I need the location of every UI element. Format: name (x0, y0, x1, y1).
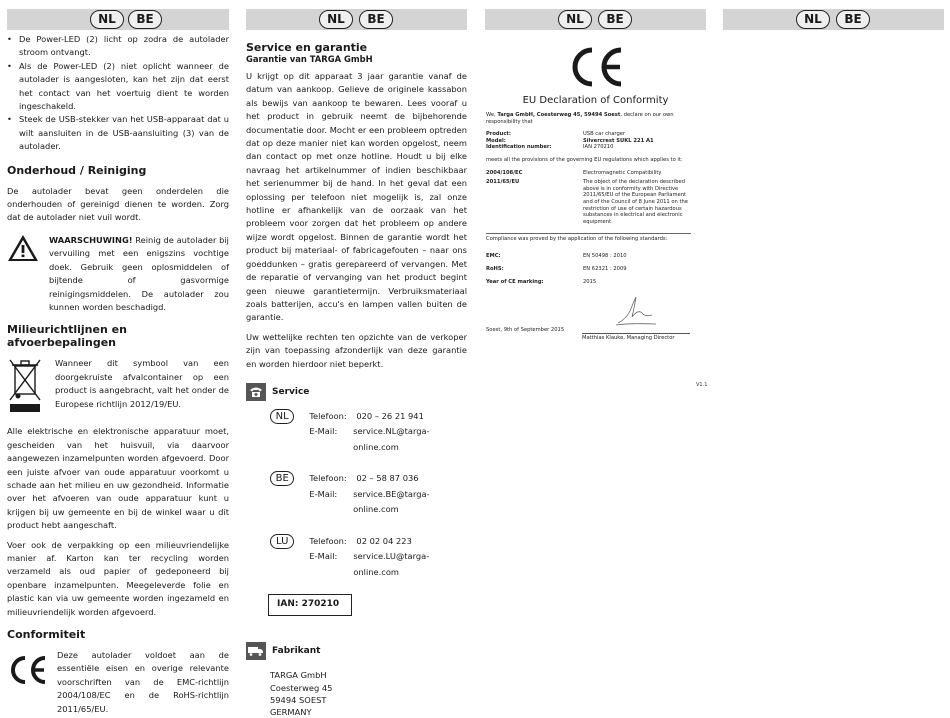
place-date: Soest, 9th of September 2015 (486, 326, 565, 333)
lang-pill-be: BE (128, 10, 162, 29)
declaration-intro: We, Targa GmbH, Coesterweg 45, 59494 Soest, declare on our own responsibility that (486, 112, 674, 125)
email-label: E-Mail: (309, 551, 338, 562)
environment-heading: Milieurichtlijnen en afvoerbepalingen (7, 323, 127, 350)
divider (486, 233, 691, 234)
lang-pill-nl: NL (796, 10, 830, 29)
guarantee-text: U krijgt op dit apparaat 3 jaar garantie vanaf de datum van aankoop. Gelieve de originele kassabon als bewijs van aankoop te bewaren. Lees vooraf u het product in gebruik neemt de bijbehorende documentatie door. Mocht er een probleem optreden dat op deze manier niet kan worden opgelost, neem dan contact op met onze hotline. Houdt u bij elke navraag het artikelnummer of indien beschikbaar het serienummer bij de hand. In het geval dat een oplossing per telefoon niet mogelijk is, zal onze hotline er afhankelijk van de oorzaak van het probleem voor zorgen dat het probleem op andere wijze wordt opgelost. Binnen de garantie wordt het product bij materiaal- of fabricagefouten – naar ons goeddunken – gratis gerepareerd of vervangen. Met de reparatie of vervanging van het product begint geen nieuwe garantietermijn. Verbruiksmateriaal zoals batterijen, accu's en lampen vallen buiten de garantie. (246, 71, 467, 323)
email-address[interactable]: service.NL@targa-online.com (353, 426, 430, 452)
meets-text: meets all the provisions of the governing EU regulations which applies to it: (486, 156, 683, 163)
model-row: Model: Silvercrest SUKL 221 A1 (486, 137, 654, 144)
email-address[interactable]: service.LU@targa-online.com (353, 551, 430, 577)
instruction-item: • Als de Power-LED (2) niet oplicht wanneer de autolader is aangesloten, kan het zijn dat eerst het contact van het voertuig dient te worden ingeschakeld. (7, 60, 229, 114)
lang-pill-nl: NL (558, 10, 592, 29)
signatory: Matthias Klauke, Managing Director (582, 333, 690, 342)
declaration-body (485, 112, 706, 345)
lang-pill-be: BE (359, 10, 393, 29)
warning-block (7, 234, 229, 314)
signature-block (486, 289, 706, 345)
declaration-title: EU Declaration of Conformity (522, 95, 669, 106)
address-line: 59494 SOEST (270, 694, 327, 705)
lang-pill-nl: NL (90, 10, 124, 29)
conformity-heading: Conformiteit (7, 628, 86, 641)
address-line: Coesterweg 45 (270, 682, 333, 693)
lang-pill-nl: NL (319, 10, 353, 29)
page-header-bar (246, 9, 467, 30)
phone-label: Telefoon: (309, 410, 347, 421)
page-column-3 (485, 0, 706, 667)
identification-row: Identification number: IAN 270210 (486, 144, 614, 151)
instruction-item: • De Power-LED (2) licht op zodra de autolader stroom ontvangt. (7, 33, 229, 60)
instruction-list (7, 33, 229, 154)
phone-number: 02 02 04 223 (356, 535, 412, 546)
guarantee-subheading: Garantie van TARGA GmbH (246, 54, 373, 64)
service-guarantee-heading: Service en garantie (246, 41, 368, 54)
conformity-text: Deze autolader voldoet aan de essentiële eisen en overige relevante voorschriften van de EMC-richtlijn 2004/108/EC en de RoHS-richtlijn 2011/65/EU. (57, 650, 229, 714)
standards-intro: Compliance was proved by the application of the following standards: (486, 236, 668, 243)
warning-label: WAARSCHUWING! (49, 234, 133, 245)
maintenance-heading: Onderhoud / Reiniging (7, 163, 147, 177)
page-column-4 (723, 0, 944, 667)
warning-icon (7, 234, 39, 314)
address-line: GERMANY (270, 707, 312, 718)
maintenance-text: De autolader bevat geen onderdelen die onderhouden of gereinigd dienen te worden. Zorg dat de autolader niet vuil wordt. (7, 185, 229, 223)
standards-list (486, 250, 706, 289)
packaging-text: Voer ook de verpakking op een milieuvriendelijke manier af. Karton kan ter recycling worden verzameld als oud papier of gedeponeerd bij openbare inzamelpunten. Meegeleverde folie en plastic kan via uw gemeente worden ingezameld en milieuvriendelijk worden afgevoerd. (7, 539, 229, 617)
email-address[interactable]: service.BE@targa-online.com (353, 488, 430, 515)
country-pill: NL (270, 409, 294, 424)
contact-nl (246, 409, 467, 456)
truck-icon (246, 642, 266, 660)
product-row: Product: USB car charger (486, 131, 626, 138)
instruction-item: • Steek de USB-stekker van het USB-apparaat dat u wilt aansluiten in de USB-aansluiting (3) van de autolader. (7, 113, 229, 153)
weee-text: Wanneer dit symbool van een doorgekruiste afvalcontainer op een product is aangebracht, valt het onder de Europese richtlijn 2012/19/EU. (55, 358, 229, 409)
page-column-2 (246, 0, 467, 718)
phone-label: Telefoon: (309, 473, 347, 484)
manufacturer-address (270, 669, 467, 718)
page-column-1 (7, 0, 229, 714)
standard-row: EMC: EN 50498 : 2010 (486, 252, 627, 259)
phone-number: 02 – 58 87 036 (356, 473, 419, 484)
manufacturer-title: Fabrikant (272, 646, 321, 657)
ce-mark-icon (7, 649, 49, 716)
page-header-bar (7, 9, 229, 30)
product-info (486, 131, 706, 151)
standard-row: RoHS: EN 62321 : 2009 (486, 265, 627, 272)
phone-label: Telefoon: (309, 535, 347, 546)
phone-number: 020 – 26 21 941 (356, 410, 424, 421)
warning-text (47, 234, 229, 314)
address-line: TARGA GmbH (270, 670, 327, 681)
page-header-bar (485, 9, 706, 30)
directive-list (486, 170, 706, 226)
legal-rights-text: Uw wettelijke rechten ten opzichte van de verkoper zijn van toepassing afzonderlijk van deze garantie en worden hierdoor niet beperkt. (246, 331, 467, 369)
conformity-block (7, 649, 229, 716)
email-label: E-Mail: (309, 488, 338, 499)
disposal-text: Alle elektrische en elektronische apparatuur moet, gescheiden van het huisvuil, via daarvoor aangewezen inzamelpunten worden afgevoerd. Door een juiste afvoer van oude apparatuur voorkomt u schade aan het milieu en uw gezondheid. Informatie over het afvoeren van oude apparatuur kunt u krijgen bij uw gemeente en bij de winkel waar u dit product hebt aangeschaft. (7, 426, 229, 531)
service-header (246, 383, 467, 401)
signature-icon (612, 293, 660, 329)
crossed-bin-icon (7, 357, 43, 417)
version-label: V1.1 (696, 382, 708, 388)
contact-lu (246, 534, 467, 581)
page-header-bar (723, 9, 944, 30)
email-label: E-Mail: (309, 426, 338, 437)
ce-mark-large-icon (485, 47, 706, 91)
directive-row: 2011/65/EU The object of the declaration described above is in conformity with Directive 2011/65/EU of the European Parliament and of the Council of 8 June 2011 on the restriction of use of certain hazardous substances in electrical and electronic equipment. (486, 179, 688, 225)
ian-box: IAN: 270210 (268, 594, 352, 616)
country-pill: LU (270, 534, 294, 549)
country-pill: BE (270, 471, 294, 486)
weee-block (7, 357, 229, 417)
service-title: Service (272, 386, 310, 397)
lang-pill-be: BE (836, 10, 870, 29)
manufacturer-header (246, 642, 467, 660)
standard-row: Year of CE marking: 2015 (486, 278, 597, 285)
directive-row: 2004/108/EC Electromagnetic Compatibility (486, 169, 662, 176)
lang-pill-be: BE (598, 10, 632, 29)
warning-body: Reinig de autolader bij vervuiling met een enigszins vochtige doek. Gebruik geen oplosmiddelen of bijtende of gasvormige reinigingsmiddelen. De autolader zou kunnen worden beschadigd. (49, 234, 229, 312)
telephone-icon (246, 383, 266, 401)
contact-be (246, 471, 467, 518)
